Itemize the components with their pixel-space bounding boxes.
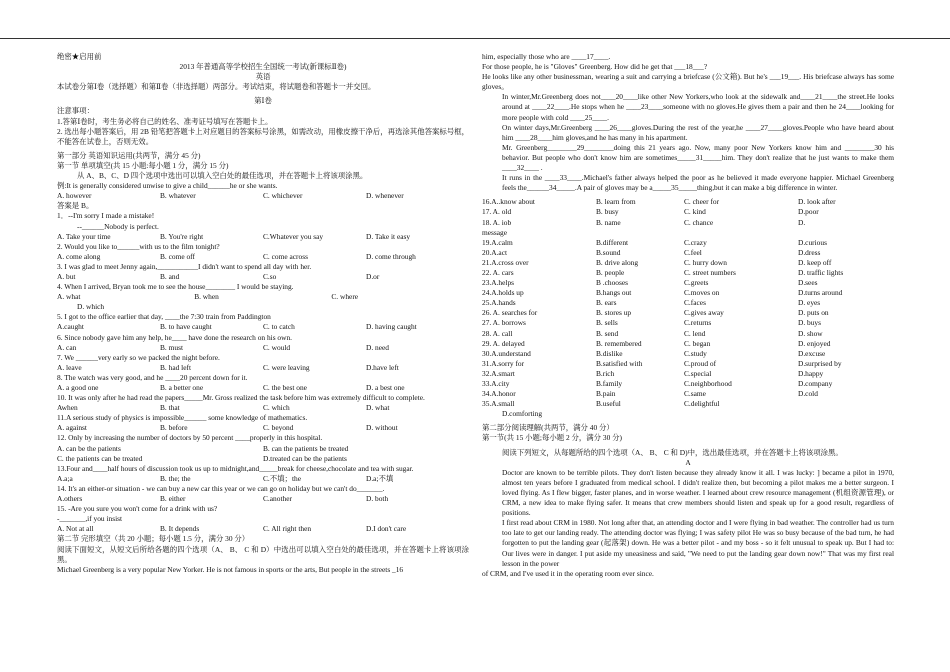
cloze-option-row: 28. A. call B. send C. lend D. show bbox=[482, 328, 823, 338]
exam-title: 2013 年普通高等学校招生全国统一考试(新课标Ⅱ卷) bbox=[179, 62, 347, 72]
q4: 4. When I arrived, Bryan took me to see the house________ I would be staying. bbox=[57, 282, 294, 292]
cloze-option-row: 18. A. iob B. name C. chance D. bbox=[482, 217, 806, 227]
q8-options: A. a good one B. a better one C. the best one D. a best one bbox=[57, 383, 405, 392]
q2: 2. Would you like to______with us to the film tonight? bbox=[57, 241, 220, 251]
q2-options: A. come along B. come off C. come across D. come through bbox=[57, 251, 416, 261]
example-answer: 答案是 B。 bbox=[57, 201, 94, 211]
cloze-option-row: 19.A.calm B.different C.crazy D.curious bbox=[482, 237, 827, 247]
section1-sub: 第一节 单项填空(共 15 小题:每小题 1 分，满分 15 分) bbox=[57, 160, 229, 170]
q1-line1: 1．--I'm sorry I made a mistake! bbox=[57, 211, 155, 221]
example-question: 例:It is generally considered unwise to give a child______he or she wants. bbox=[57, 181, 278, 191]
passage-a-para2-end: of CRM, and I've used it in the operating room ever since. bbox=[482, 568, 654, 578]
note-2: 2. 选出每小题答案后，用 2B 铅笔把答题卡上对应题目的答案标号涂黑，如需改动，用橡皮擦干净后，再选涂其他答案标号框，不能答在试卷上，否则无效。 bbox=[57, 126, 469, 146]
q1-options: A. Take your time B. You're right C.Whatever you say D. Take it easy bbox=[57, 231, 411, 241]
cloze-option-row: 33.A.city B.family C.neighborhood D.company bbox=[482, 379, 833, 388]
q10: 10. It was only after he had read the papers_____Mr. Gross realized the task before him was extremely difficult to complete. bbox=[57, 393, 425, 403]
right-column bbox=[482, 52, 894, 579]
section1-instructions: 从 A、B、C、D 四个选项中选出可以填入空白处的最佳选项，并在答题卡上将该项涂黑。 bbox=[77, 171, 368, 181]
q15-line1: 15. -Are you sure you won't come for a drink with us? bbox=[57, 504, 218, 514]
cloze-option-row: 31.A.sorry for B.satisfied with C.proud of D.surprised by bbox=[482, 358, 842, 368]
cloze-option-row: 34.A.honor B.pain C.same D.cold bbox=[482, 389, 818, 399]
part1-title: 第Ⅰ卷 bbox=[254, 96, 272, 106]
cloze-line-18: For those people, he is "Gloves" Greenberg. How did he get that ___18___? bbox=[482, 62, 708, 72]
cloze-option-row: 16.A..know about B. learn from C. cheer for D. look after bbox=[482, 197, 836, 207]
part2-heading: 第二部分阅读理解(共两节，满分 40 分） bbox=[482, 423, 614, 433]
secret-label: 绝密★启用前 bbox=[57, 52, 102, 61]
q7-options: A. leave B. had left C. were leaving D.have left bbox=[57, 362, 399, 372]
cloze-para-26: On winter days,Mr.Greenberg ____26____gloves.During the rest of the year,he ____27____gloves.People who have heard about him ____28____him gloves,and he has many in his apartment. bbox=[502, 122, 894, 142]
cloze-para-20: In winter,Mr.Greenberg does not____20____like other New Yorkers,who look at the sidewalk and____21____the street.He looks around at ____22____.He stops when he ____23____someone with no gloves.He gives them a pair and then he 24____looking for more people with cold ____25____. bbox=[502, 92, 894, 122]
cloze-passage-start: Michael Greenberg is a very popular New Yorker. He is not famous in sports or the arts, But people in the streets _16 bbox=[57, 564, 404, 574]
left-column bbox=[57, 52, 469, 575]
q10-options: Awhen B. that C. which D. what bbox=[57, 403, 390, 413]
cloze-line-17: him, especially those who are ____17____. bbox=[482, 52, 611, 61]
q6-options: A. can B. must C. would D. need bbox=[57, 342, 389, 352]
subject-title: 英语 bbox=[255, 72, 271, 82]
q6: 6. Since nobody gave him any help, he____ have done the research on his own. bbox=[57, 332, 293, 342]
cloze-options-table bbox=[482, 197, 894, 409]
cloze-para-29: Mr. Greenberg________29________doing this 21 years ago. Now, many poor New Yorkers know him and ________30 his behavior. But people who don't know him are sometimes_____31_____him. They don't realize that he just wants to make them ____32____ . bbox=[502, 142, 894, 173]
q3: 3. I was glad to meet Jenny again,___________I didn't want to spend all day with her. bbox=[57, 261, 312, 271]
section1-heading: 第一部分 英语知识运用(共两节，满分 45 分) bbox=[57, 150, 201, 160]
cloze-option-row: 17. A. old B. busy C. kind D.poor bbox=[482, 207, 819, 217]
top-rule bbox=[0, 38, 950, 39]
example-options: A. however B. whatever C. whichever D. whenever bbox=[57, 191, 404, 201]
q11: 11.A serious study of physics is impossible______ some knowledge of mathematics. bbox=[57, 413, 308, 423]
cloze-option-row: 24.A.holds up B.hangs out C.moves on D.turns around bbox=[482, 288, 843, 298]
exam-intro: 本试卷分第Ⅰ卷（选择题）和第Ⅱ卷（非选择题）两部分。考试结束，将试题卷和答题卡一并交回。 bbox=[57, 82, 376, 92]
q8: 8. The watch was very good, and he ____20 percent down for it. bbox=[57, 372, 248, 382]
cloze-option-35d: D.comforting bbox=[502, 409, 543, 419]
part2-instructions: 阅读下列短文，从每题所给的四个选项（A、 B、 C 和 D)中，选出最佳选项，并在答题卡上将该项涂黑。 bbox=[502, 447, 843, 457]
q5: 5. I got to the office earlier that day, ____the 7:30 train from Paddington bbox=[57, 312, 271, 322]
cloze-option-row: 32.A.smart B.rich C.special D.happy bbox=[482, 368, 824, 378]
passage-a-para1: Doctor are known to be terrible pilots. They don't listen because they already know it all. I was lucky: ] became a pilot in 1970, almost ten years before I graduated from medical school. I didn't realize then, but becoming a pilot makes me a better surgeon. I loved flying. As I flew bigger, faster planes, and in worse weather. I learned about crew resource management (机组资源管理), or CRM, a new idea to make flying safer. It means that crew members should listen and speak up for a good result, regardless of positions. bbox=[502, 467, 894, 518]
q12-options-ab: A. can be the patients B. can the patients be treated bbox=[57, 443, 349, 453]
q1-line2: --______Nobody is perfect. bbox=[77, 221, 159, 231]
cloze-option-row: message bbox=[482, 227, 508, 237]
passage-label: A bbox=[685, 457, 691, 467]
q15-line2: -_______,if you insist bbox=[57, 514, 123, 524]
cloze-option-row: 25.A.hands B. ears C.faces D. eyes bbox=[482, 298, 821, 308]
cloze-option-row: 23.A.helps B .chooses C.greets D.sees bbox=[482, 278, 818, 288]
passage-a-para2: I first read about CRM in 1980. Not long after that, an attending doctor and I were flying in bad weather. The controller had us turn too late to get our landing ready. The attending doctor was flying; I was safety pilot He was so busy because of the bad turn, he had forgotten to put the landing gear (起落架) down. He was a better pilot - and my boss - so it felt unusual to speak up. But I had to: Our lives were in danger. I put aside my uneasiness and said, "We need to put the landing gear down now!" That was my first real lesson in the power bbox=[502, 518, 894, 568]
cloze-option-row: 29. A. delayed B. remembered C. began D. enjoyed bbox=[482, 338, 831, 348]
q13-options: A.a;a B. the; the C.不填；the D.a;不填 bbox=[57, 473, 394, 483]
cloze-option-row: 30.A.understand B.dislike C.study D.excuse bbox=[482, 348, 826, 358]
cloze-option-row: 20.A.act B.sound C.feel D.dress bbox=[482, 247, 821, 257]
q4-options: A. what B. when C. where bbox=[57, 292, 359, 302]
section2-sub: 第二节 完形填空（共 20 小题；每小题 1.5 分，满分 30 分） bbox=[57, 534, 250, 544]
q12: 12. Only by increasing the number of doctors by 50 percent ____properly in this hospital. bbox=[57, 433, 323, 443]
cloze-option-row: 26. A. searches for B. stores up C.gives away D. puts on bbox=[482, 308, 829, 318]
q15-options: A. Not at all B. It depends C. All right then D.I don't care bbox=[57, 524, 407, 534]
cloze-option-row: 35.A.small B.useful C.delightful bbox=[482, 399, 720, 409]
q14: 14. It's an either-or situation - we can buy a new car this year or we can go on holiday but we can't do_______. bbox=[57, 483, 385, 493]
notes-title: 注意事项： bbox=[57, 106, 94, 116]
q12-options-cd: C. the patients can be treated D.treated can be the patients bbox=[57, 453, 347, 463]
q3-options: A. but B. and C.so D.or bbox=[57, 271, 380, 281]
section2-instructions: 阅读下面短文，从短文后所给各题的四个选项（A、 B、 C 和 D）中选出可以填入空白处的最佳选项，并在答题卡上将该项涂黑。 bbox=[57, 544, 469, 564]
q13: 13.Four and____half hours of discussion took us up to midnight,and_____break for cheese,chocolate and tea with sugar. bbox=[57, 463, 414, 473]
cloze-para-19: He looks like any other businessman, wearing a suit and carrying a briefcase (公文箱). But he's ___19___. His briefcase always has some gloves。 bbox=[482, 72, 894, 92]
part2-sub: 第一节(共 15 小题;每小题 2 分，满分 30 分) bbox=[482, 433, 623, 443]
cloze-option-row: 27. A. borrows B. sells C.returns D. buys bbox=[482, 318, 821, 328]
q7: 7. We ______very early so we packed the night before. bbox=[57, 352, 220, 362]
note-1: 1.答第Ⅰ卷时，考生务必将自己的姓名、准考证号填写在答题卡上。 bbox=[57, 116, 273, 126]
cloze-option-row: 21.A.cross over B. drive along C. hurry down D. keep off bbox=[482, 257, 832, 267]
q14-options: A.others B. either C.another D. both bbox=[57, 494, 389, 504]
q11-options: A. against B. before C. beyond D. without bbox=[57, 423, 398, 433]
q4-option-d: D. which bbox=[77, 302, 105, 312]
q5-options: A.caught B. to have caught C. to catch D. having caught bbox=[57, 322, 417, 332]
cloze-para-33: It runs in the ____33____.Michael's father always helped the poor as he believed it made everyone happier. Michael Greenberg feels the______34_____.A pair of gloves may be a_____35_____thing,but it can make a big difference in winter. bbox=[502, 173, 894, 193]
cloze-option-row: 22. A. cars B. people C. street numbers D. traffic lights bbox=[482, 267, 844, 277]
